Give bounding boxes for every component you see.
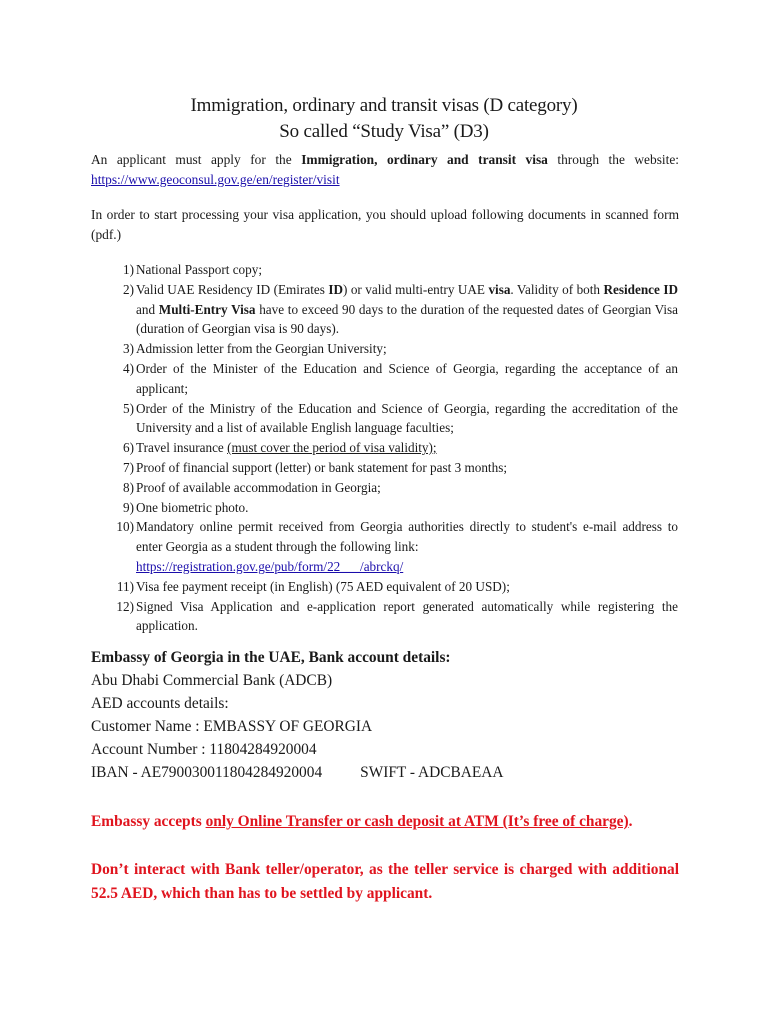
- teller-warning: Don’t interact with Bank teller/operator, as the teller service is charged with additional 52.5 AED, which than has to be settled by applicant.: [91, 861, 679, 902]
- geoconsul-link[interactable]: https://www.geoconsul.gov.ge/en/register/visit: [91, 172, 340, 187]
- intro-post: through the website:: [547, 152, 680, 167]
- item-text: Multi-Entry Visa: [158, 301, 256, 317]
- item-text: Proof of financial support (letter) or bank statement for past 3 months;: [136, 459, 507, 475]
- item-text: Order of the Ministry of the Education and Science of Georgia, regarding the accreditation of the University and a list of available English language faculties;: [136, 400, 678, 436]
- bank-name: Abu Dhabi Commercial Bank (ADCB): [91, 672, 333, 689]
- iban-swift-line: [91, 764, 691, 782]
- item-number: 11): [116, 578, 134, 594]
- item-text: ID: [328, 281, 343, 297]
- item-number: 4): [123, 360, 134, 376]
- item-text: National Passport copy;: [136, 262, 262, 277]
- item-text: Travel insurance: [136, 440, 228, 456]
- intro-visa-type: Immigration, ordinary and transit visa: [301, 152, 548, 167]
- document-item: [123, 438, 678, 458]
- intro-paragraph: [91, 150, 679, 190]
- intro-pre: An applicant must apply for the: [91, 152, 302, 167]
- item-text: One biometric photo.: [136, 499, 249, 515]
- document-item: [123, 260, 678, 280]
- iban: IBAN - AE790030011804284920004: [91, 764, 323, 781]
- customer-name: Customer Name : EMBASSY OF GEORGIA: [91, 718, 373, 735]
- page-subtitle: So called “Study Visa” (D3): [279, 121, 489, 142]
- document-item: [123, 359, 678, 399]
- payment-notice-post: .: [628, 813, 633, 830]
- document-item: [116, 577, 678, 597]
- upload-instructions: In order to start processing your visa application, you should upload following documents in scanned form (pdf.): [91, 207, 679, 242]
- item-number: 5): [123, 400, 134, 416]
- registration-link[interactable]: https://registration.gov.ge/pub/form/22___/abrckq/: [136, 558, 404, 574]
- item-number: 7): [123, 459, 134, 475]
- item-number: 6): [123, 440, 134, 456]
- item-text: Order of the Minister of the Education and Science of Georgia, regarding the acceptance of an applicant;: [136, 360, 678, 396]
- item-number: 10): [116, 519, 134, 535]
- item-number: 8): [123, 479, 134, 495]
- item-number: 3): [123, 341, 134, 357]
- document-item: [116, 517, 678, 576]
- swift: SWIFT - ADCBAEAA: [360, 764, 504, 781]
- documents-list: [0, 260, 768, 636]
- document-item: [123, 339, 678, 359]
- item-text: Signed Visa Application and e-application report generated automatically while registering the application.: [136, 598, 678, 634]
- item-text: Proof of available accommodation in Georgia;: [136, 479, 381, 495]
- item-text: have to exceed 90 days to the duration of the requested dates of Georgian Visa (duration of Georgian visa is 90 days).: [136, 301, 679, 337]
- page-title: Immigration, ordinary and transit visas (D category): [190, 95, 578, 116]
- item-text: visa: [488, 281, 511, 297]
- item-number: 9): [123, 499, 134, 515]
- account-number: Account Number : 11804284920004: [91, 741, 317, 758]
- item-text: Residence ID: [603, 281, 678, 297]
- document-item: [123, 399, 678, 439]
- item-text: Valid UAE Residency ID (Emirates: [136, 281, 329, 297]
- item-text: and: [136, 301, 159, 317]
- accounts-label: AED accounts details:: [91, 695, 229, 712]
- document-item: [123, 458, 678, 478]
- bank-heading: Embassy of Georgia in the UAE, Bank account details:: [91, 649, 451, 666]
- document-item: [123, 498, 678, 518]
- item-text: Mandatory online permit received from Georgia authorities directly to student's e-mail address to enter Georgia as a student through the following link:: [136, 519, 678, 555]
- document-item: [123, 478, 678, 498]
- item-text: (must cover the period of visa validity);: [227, 440, 437, 456]
- item-text: Admission letter from the Georgian University;: [136, 341, 387, 357]
- document-item: [123, 280, 679, 339]
- item-text: . Validity of both: [510, 281, 604, 297]
- payment-notice: [91, 813, 679, 831]
- item-text: ) or valid multi-entry UAE: [342, 281, 489, 297]
- item-number: 1): [123, 262, 134, 277]
- payment-notice-pre: Embassy accepts: [91, 813, 206, 830]
- payment-notice-methods: only Online Transfer or cash deposit at ATM (It’s free of charge): [205, 813, 629, 830]
- item-text: Visa fee payment receipt (in English) (75 AED equivalent of 20 USD);: [136, 578, 510, 594]
- item-number: 2): [123, 281, 134, 297]
- item-number: 12): [116, 598, 134, 614]
- document-item: [116, 597, 678, 637]
